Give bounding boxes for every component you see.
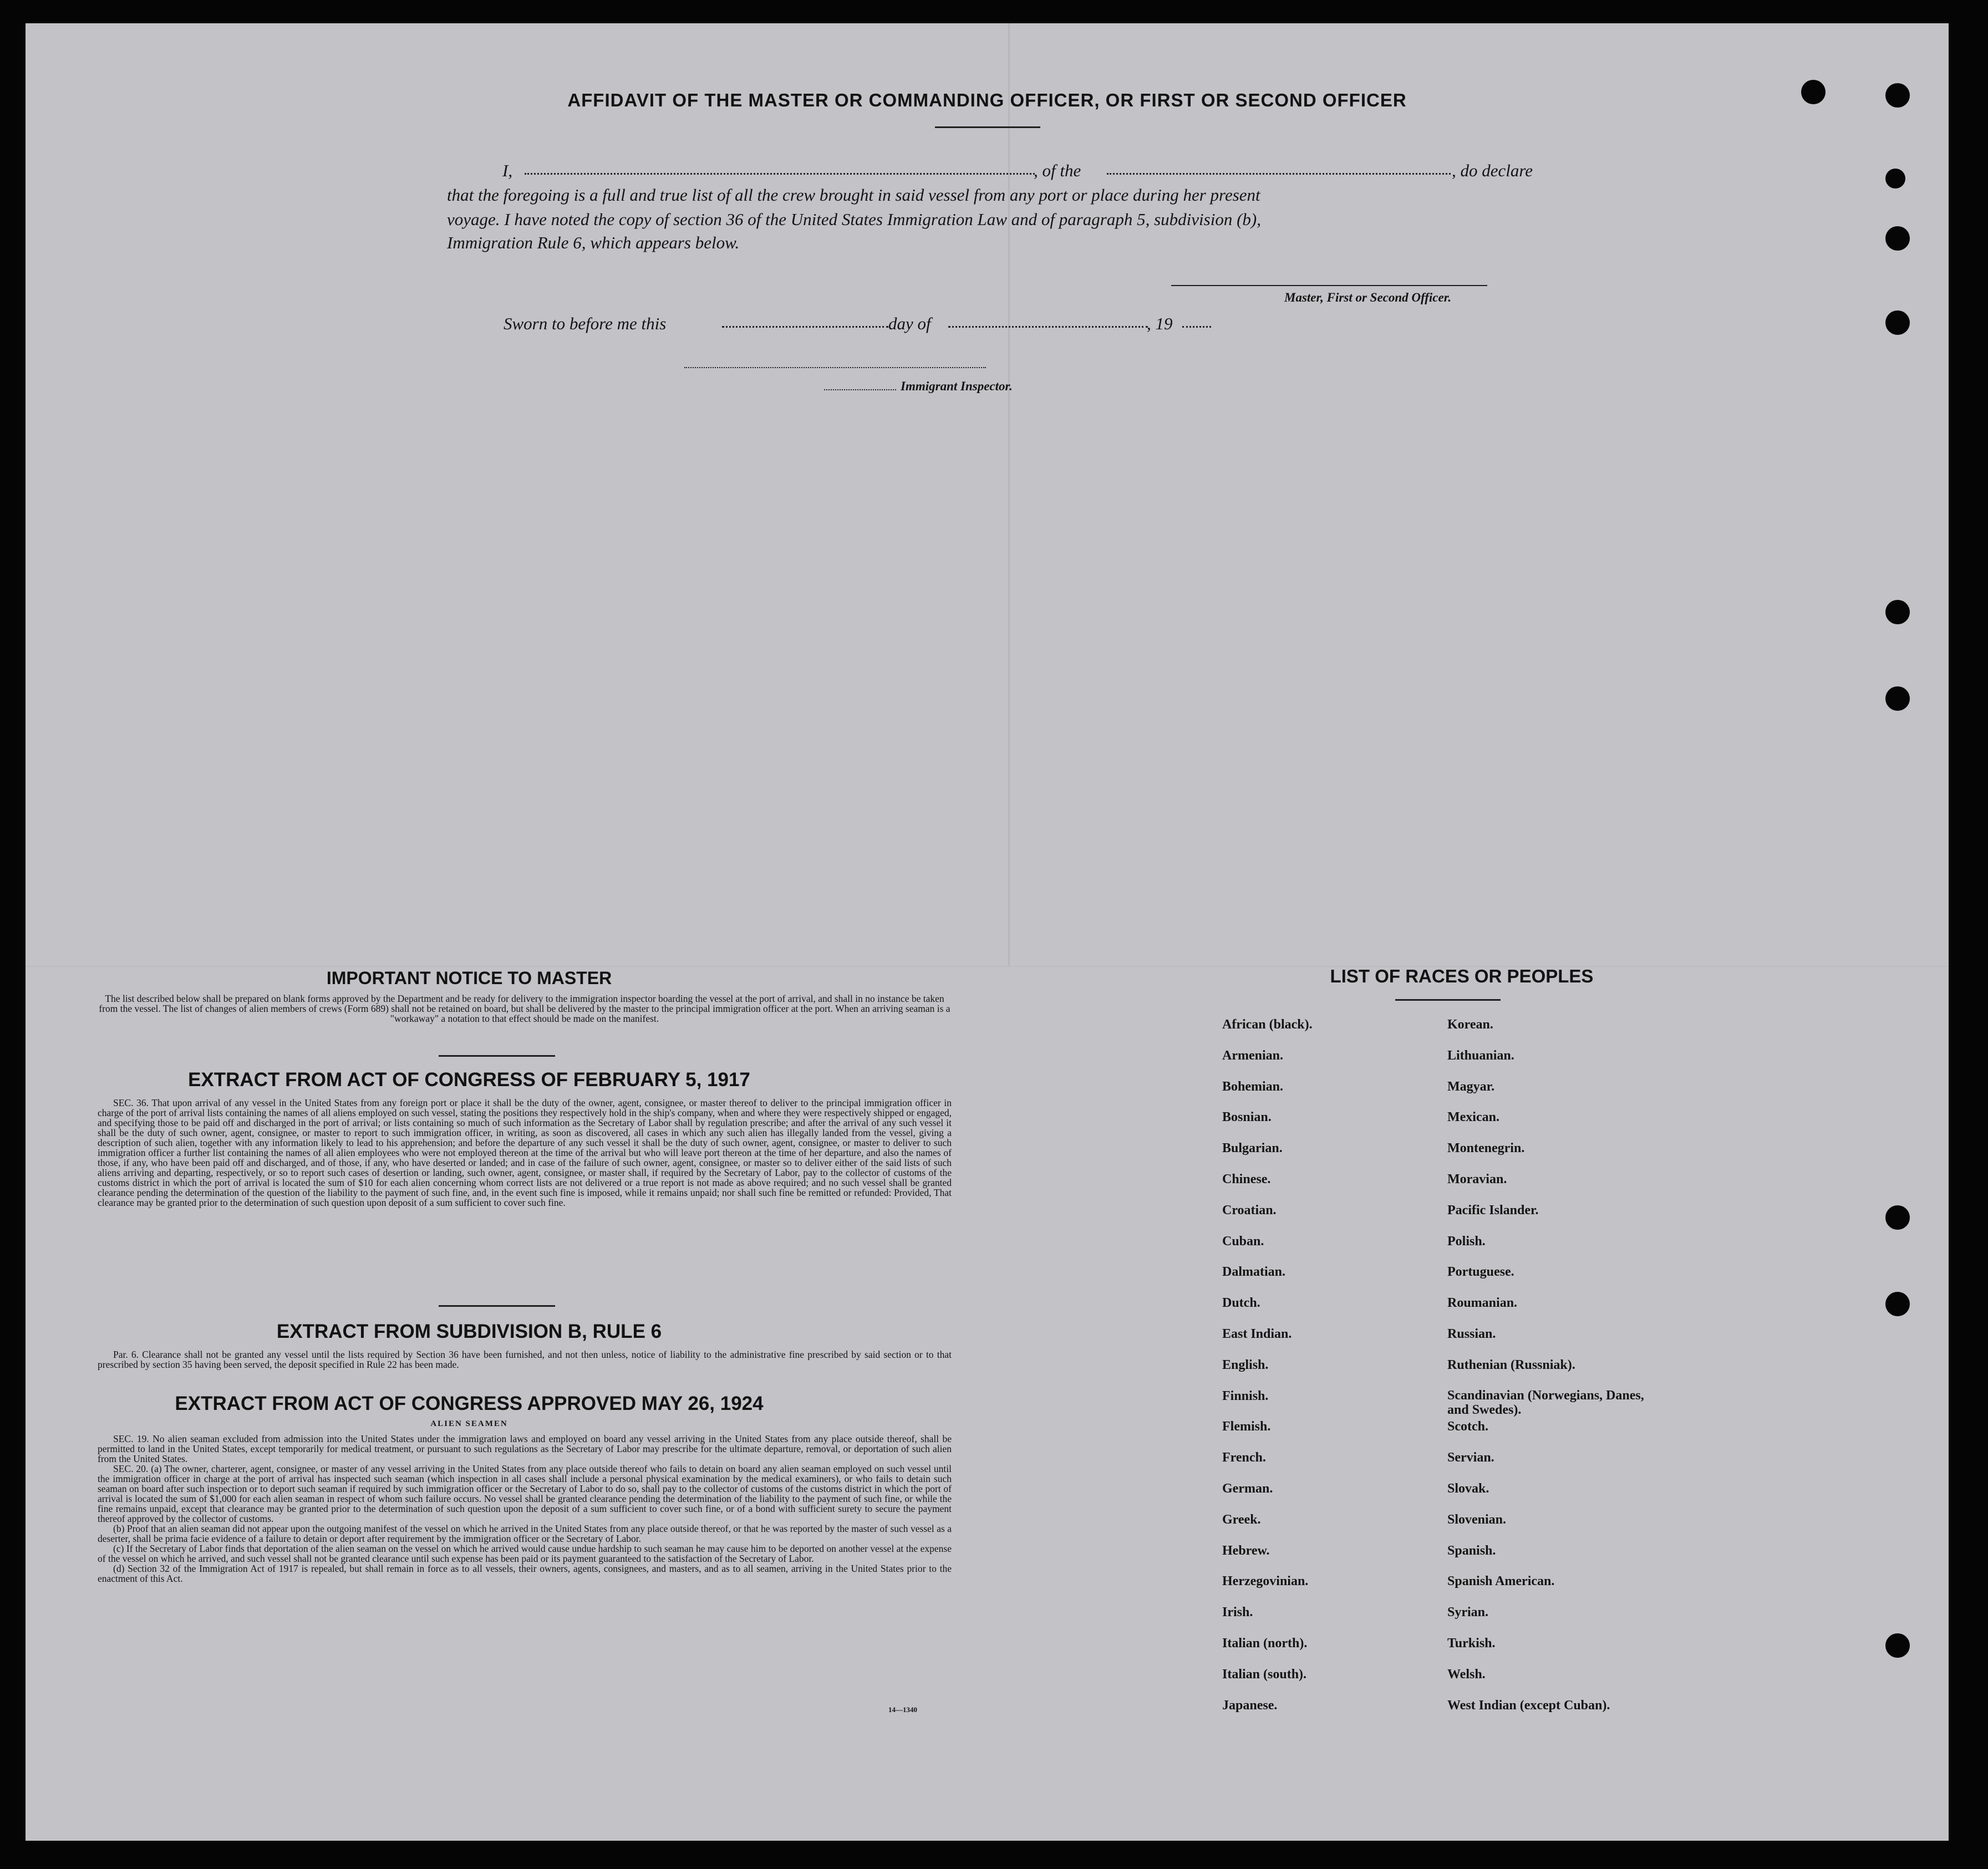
affidavit-line-2: that the foregoing is a full and true list of all the crew brought in said vessel from any port or place during her present — [447, 185, 1260, 205]
name-blank-line — [525, 173, 1035, 175]
race-item: Slovak. — [1447, 1481, 1489, 1496]
race-item: Chinese. — [1222, 1172, 1271, 1186]
affidavit-i: I, — [502, 161, 513, 180]
race-item: Armenian. — [1222, 1048, 1283, 1063]
race-item: Turkish. — [1447, 1636, 1496, 1651]
race-item: African (black). — [1222, 1017, 1313, 1032]
affidavit-line-4: Immigration Rule 6, which appears below. — [447, 233, 740, 252]
inspector-signature-line — [684, 367, 986, 368]
race-item: Bohemian. — [1222, 1079, 1284, 1094]
vessel-blank-line — [1107, 173, 1451, 175]
document-page — [26, 23, 1949, 1841]
punch-hole — [1885, 1292, 1910, 1316]
race-item: East Indian. — [1222, 1326, 1292, 1341]
divider — [439, 1055, 555, 1057]
sec-20c-paragraph: (c) If the Secretary of Labor finds that deportation of the alien seaman on the vessel on which he arrived would cause undue hardship to such seaman he may cause him to be deported on another vessel at the expense of the vessel on which he arrived, and such vessel shall not be granted clearance until such expense has been paid or its payment guaranteed to the satisfaction of the Secretary of Labor. — [98, 1543, 952, 1564]
race-item: Polish. — [1447, 1234, 1486, 1249]
race-item: Syrian. — [1447, 1605, 1489, 1620]
race-item: Welsh. — [1447, 1667, 1486, 1682]
inspector-label: Immigrant Inspector. — [901, 379, 1013, 393]
race-item: German. — [1222, 1481, 1273, 1496]
race-item: Korean. — [1447, 1017, 1493, 1032]
punch-hole — [1885, 226, 1910, 251]
races-right-column — [1447, 1017, 1647, 1728]
race-item: Bulgarian. — [1222, 1141, 1283, 1156]
race-item: Spanish American. — [1447, 1574, 1555, 1589]
race-item: Greek. — [1222, 1512, 1261, 1527]
race-item: Roumanian. — [1447, 1296, 1518, 1311]
sec-20b-paragraph: (b) Proof that an alien seaman did not appear upon the outgoing manifest of the vessel on which he arrived in the United States from any place outside thereof, or that he was reported by the master of such vessel as a deserter, shall be prima facie evidence of a failure to detain or deport after requirement by the immigration officer or the Secretary of Labor. — [98, 1523, 952, 1544]
race-item: Scotch. — [1447, 1419, 1488, 1434]
affidavit-do-declare: , do declare — [1452, 161, 1533, 180]
affidavit-of-the: , of the — [1034, 161, 1081, 180]
extract-1917-title: EXTRACT FROM ACT OF CONGRESS OF FEBRUARY 5, 1917 — [188, 1069, 750, 1091]
sworn-year: , 19 — [1147, 314, 1173, 333]
races-title: LIST OF RACES OR PEOPLES — [1330, 966, 1594, 986]
race-item: Herzegovinian. — [1222, 1574, 1309, 1589]
extract-rule6-title: EXTRACT FROM SUBDIVISION B, RULE 6 — [276, 1321, 662, 1342]
race-item: Moravian. — [1447, 1172, 1507, 1186]
divider — [439, 1305, 555, 1307]
race-item: Montenegrin. — [1447, 1141, 1525, 1156]
inspector-signature-line-2 — [824, 389, 896, 390]
punch-hole — [1885, 686, 1910, 711]
races-title-underline — [1395, 999, 1501, 1001]
master-signature-line — [1171, 285, 1487, 286]
extract-rule6-text: Par. 6. Clearance shall not be granted any vessel until the lists required by Section 36 have been furnished, and not then unless, notice of liability to the administrative fine prescribed by said section or to that prescribed by section 35 having been served, the deposit specified in Rule 22 has been made. — [98, 1349, 952, 1370]
race-item: Slovenian. — [1447, 1512, 1507, 1527]
notice-text: The list described below shall be prepared on blank forms approved by the Department and be ready for delivery to the immigration inspector boarding the vessel at the port of arrival, and shall in no instance be taken from the vessel. The list of changes of alien members of crews (Form 689) shall not be retained on board, but shall be delivered by the master to the principal immigration officer at the port. When an arriving seaman is a "workaway" a notation to that effect should be made on the manifest. — [99, 993, 950, 1024]
sworn-day-of: day of — [888, 314, 931, 333]
sworn-month-blank — [948, 326, 1148, 328]
sworn-text: Sworn to before me this — [504, 314, 667, 333]
race-item: Croatian. — [1222, 1203, 1277, 1218]
race-item: Russian. — [1447, 1326, 1496, 1341]
punch-hole — [1885, 1205, 1910, 1230]
race-item: Pacific Islander. — [1447, 1203, 1539, 1218]
alien-seamen-subtitle: ALIEN SEAMEN — [430, 1419, 508, 1428]
extract-1917-text: SEC. 36. That upon arrival of any vessel in the United States from any foreign port or place it shall be the duty of the owner, agent, consignee, or master thereof to deliver to the principal immigration officer in charge of the port of arrival lists containing the names of all aliens employed on such vessel, stating the positions they respectively hold in the ship's company, when and where they were respectively shipped or engaged, and specifying those to be paid off and discharged in the port of arrival; or lists containing so much of such information as the Secretary of Labor shall by regulation prescribe; and after the arrival of any such vessel it shall be the duty of such owner, agent, consignee, or master to report to such immigration officer, in writing, as soon as discovered, all cases in which any such alien has illegally landed from the vessel, giving a description of such alien, together with any information likely to lead to his apprehension; and before the departure of any such vessel it shall be the duty of such owner, agent, consignee, or master to deliver to such immigration officer a further list containing the names of all alien employees who were not employed thereon at the time of the arrival but who will leave port thereon at the time of her departure, and also the names of those, if any, who have been paid off and discharged, and of those, if any, who have deserted or landed; and in case of the failure of such owner, agent, consignee, or master so to deliver either of the said lists of such aliens arriving and departing, respectively, or so to report such cases of desertion or landing, such owner, agent, consignee, or master shall, if required by the Secretary of Labor, pay to the collector of customs of the customs district in which the port of arrival is located the sum of $10 for each alien concerning whom correct lists are not delivered or a true report is not made as above required; and no such vessel shall be granted clearance pending the determination of the question of the liability to the payment of such fine, and, in the event such fine is imposed, while it remains unpaid; nor shall such fine be remitted or refunded: Provided, That clearance may be granted prior to the determination of such question upon deposit of a sum sufficient to cover such fine. — [98, 1097, 952, 1208]
race-item: Servian. — [1447, 1450, 1494, 1465]
race-item: French. — [1222, 1450, 1266, 1465]
race-item: Magyar. — [1447, 1079, 1495, 1094]
affidavit-line-3: voyage. I have noted the copy of section 36 of the United States Immigration Law and of paragraph 5, subdivision (b), — [447, 210, 1261, 229]
form-number: 14—1340 — [888, 1705, 917, 1714]
race-item: Irish. — [1222, 1605, 1253, 1620]
punch-hole — [1885, 310, 1910, 335]
race-item: Dalmatian. — [1222, 1265, 1285, 1280]
sec-20d-paragraph: (d) Section 32 of the Immigration Act of 1917 is repealed, but shall remain in force as to all vessels, their owners, agents, consignees, and masters, and as to all seamen, arriving in the United States prior to the enactment of this Act. — [98, 1563, 952, 1584]
punch-hole — [1885, 600, 1910, 624]
race-item: Dutch. — [1222, 1296, 1260, 1311]
race-item: Italian (south). — [1222, 1667, 1307, 1682]
race-item: Italian (north). — [1222, 1636, 1308, 1651]
race-item: Finnish. — [1222, 1388, 1269, 1403]
race-item: Hebrew. — [1222, 1543, 1270, 1558]
race-item: West Indian (except Cuban). — [1447, 1698, 1610, 1713]
races-left-column — [1222, 1017, 1313, 1728]
race-item: Ruthenian (Russniak). — [1447, 1357, 1575, 1372]
race-item: Portuguese. — [1447, 1265, 1514, 1280]
punch-hole — [1885, 1633, 1910, 1658]
extract-1924-title: EXTRACT FROM ACT OF CONGRESS APPROVED MAY 26, 1924 — [175, 1393, 764, 1414]
race-item: Scandinavian (Norwegians, Danes, and Swedes). — [1447, 1388, 1644, 1417]
sec-19-paragraph: SEC. 19. No alien seaman excluded from admission into the United States under the immigration laws and employed on board any vessel arriving in the United States from any place outside thereof, shall be permitted to land in the United States, except temporarily for medical treatment, or pursuant to such regulations as the Secretary of Labor may prescribe for the ultimate departure, removal, or deportation of such alien from the United States. — [98, 1433, 952, 1464]
race-item: Spanish. — [1447, 1543, 1496, 1558]
race-item: Lithuanian. — [1447, 1048, 1514, 1063]
punch-hole — [1885, 169, 1905, 189]
race-item: English. — [1222, 1357, 1269, 1372]
race-item: Japanese. — [1222, 1698, 1278, 1713]
affidavit-title: AFFIDAVIT OF THE MASTER OR COMMANDING OFFICER, OR FIRST OR SECOND OFFICER — [567, 90, 1407, 110]
sworn-date-blank — [722, 326, 888, 328]
race-item: Flemish. — [1222, 1419, 1271, 1434]
master-signature-label: Master, First or Second Officer. — [1284, 291, 1452, 304]
fold-line-vertical — [1008, 23, 1010, 966]
title-underline — [935, 126, 1040, 128]
sec-20a-paragraph: SEC. 20. (a) The owner, charterer, agent, consignee, or master of any vessel arriving in the United States from any place outside thereof who fails to detain on board any alien seaman employed on such vessel until the immigration officer in charge at the port of arrival has inspected such seaman (which inspection in all cases shall include a personal physical examination by the medical examiners), or who fails to detain such seaman on board after such inspection or to deport such seaman if required by such immigration officer or the Secretary of Labor to do so, shall pay to the collector of customs of the customs district in which the port of arrival is located the sum of $1,000 for each alien seaman in respect of whom such failure occurs. No vessel shall be granted clearance pending the determination of the liability to the payment of such fine, or while the fine remains unpaid, except that clearance may be granted prior to the determination of such question upon the deposit of a sum sufficient to cover such fine, or of a bond with sufficient surety to secure the payment thereof approved by the collector of customs. — [98, 1463, 952, 1524]
sworn-year-blank — [1182, 326, 1211, 328]
extract-1924-text — [98, 1434, 952, 1583]
race-item: Bosnian. — [1222, 1110, 1272, 1125]
race-item: Mexican. — [1447, 1110, 1499, 1125]
race-item: Cuban. — [1222, 1234, 1264, 1249]
notice-title: IMPORTANT NOTICE TO MASTER — [326, 968, 612, 988]
